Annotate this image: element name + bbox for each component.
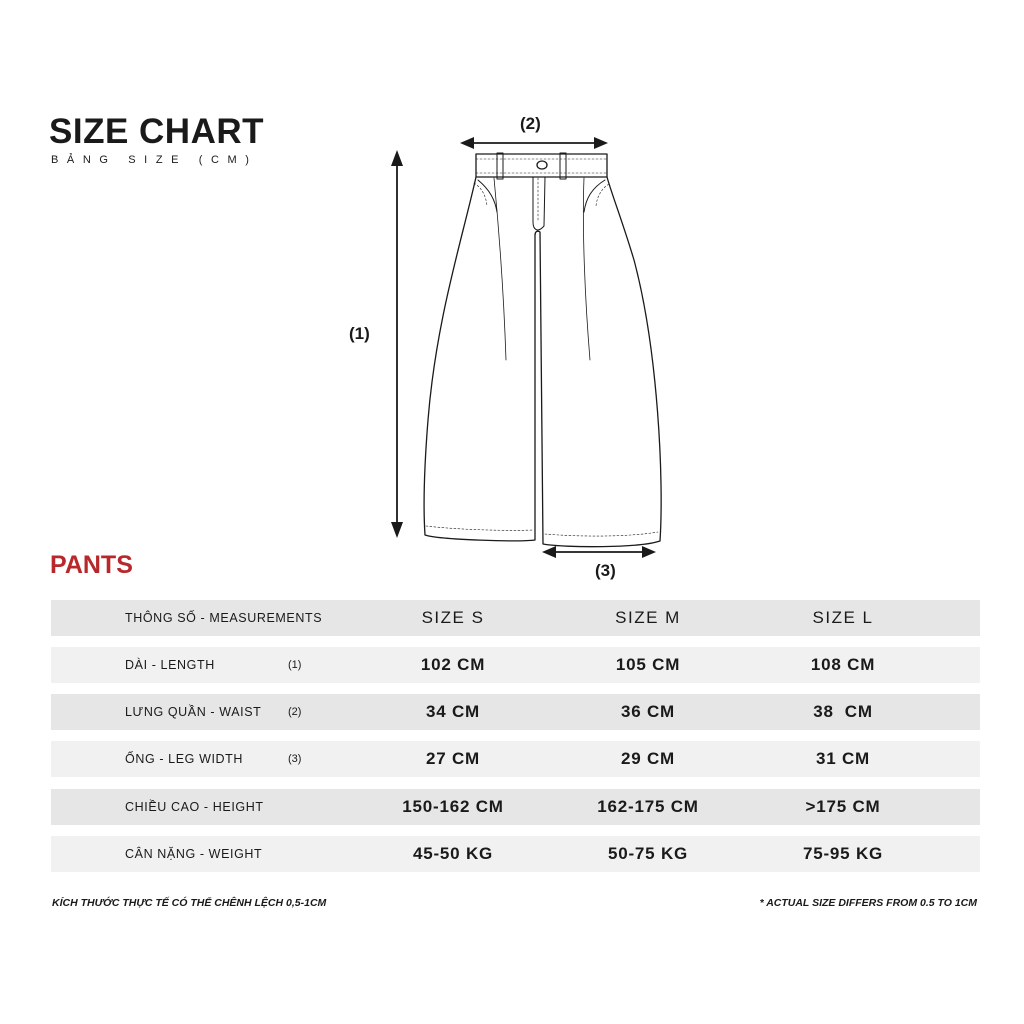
footer-note-vi: KÍCH THƯỚC THỰC TẾ CÓ THỂ CHÊNH LỆCH 0,5-1CM (52, 897, 327, 909)
value-size-m: 105 CM (615, 655, 681, 674)
pocket-right (584, 180, 605, 212)
belt-loop (560, 153, 566, 179)
row-label: DÀI - LENGTH (125, 658, 215, 672)
value-size-l: 38 CM (813, 702, 873, 721)
value-size-m: 36 CM (620, 702, 676, 721)
value-size-s: 27 CM (425, 749, 481, 768)
length-marker: (1) (349, 324, 370, 343)
pocket-left (478, 180, 497, 212)
table-row (51, 741, 980, 777)
waist-arrow (460, 137, 608, 149)
row-label: CÂN NẶNG - WEIGHT (125, 847, 263, 861)
pants-waistband (476, 154, 607, 177)
leg-width-arrow (542, 546, 656, 558)
row-label: LƯNG QUẦN - WAIST (125, 705, 262, 719)
pleat-right (583, 178, 590, 360)
header-size-s: SIZE S (421, 608, 485, 627)
table-row (51, 647, 980, 683)
waist-marker: (2) (520, 114, 541, 133)
value-size-l: 108 CM (810, 655, 876, 674)
value-size-s: 45-50 KG (412, 844, 494, 863)
table-row (51, 836, 980, 872)
page-title: SIZE CHART (49, 112, 264, 151)
table-header-row (51, 600, 980, 636)
row-code: (1) (288, 659, 302, 671)
leg-width-marker: (3) (595, 561, 616, 580)
waist-button (537, 161, 547, 169)
table-row (51, 694, 980, 730)
value-size-l: 75-95 KG (802, 844, 884, 863)
value-size-m: 162-175 CM (597, 797, 699, 816)
page-subtitle: BẢNG SIZE (CM) (51, 154, 258, 166)
row-code: (2) (288, 706, 302, 718)
length-arrow (391, 150, 403, 538)
table-row (51, 789, 980, 825)
header-size-m: SIZE M (615, 608, 681, 627)
pants-fly (533, 177, 545, 230)
value-size-l: 31 CM (815, 749, 871, 768)
value-size-s: 102 CM (420, 655, 486, 674)
footer-note-en: * ACTUAL SIZE DIFFERS FROM 0.5 TO 1CM (759, 897, 977, 909)
value-size-s: 150-162 CM (402, 797, 504, 816)
belt-loop (497, 153, 503, 179)
row-code: (3) (288, 753, 302, 765)
value-size-m: 50-75 KG (607, 844, 689, 863)
value-size-l: >175 CM (805, 797, 881, 816)
section-title: PANTS (50, 551, 133, 579)
value-size-m: 29 CM (620, 749, 676, 768)
header-label: THÔNG SỐ - MEASUREMENTS (125, 611, 323, 625)
header-size-l: SIZE L (812, 608, 874, 627)
row-label: CHIỀU CAO - HEIGHT (125, 800, 264, 814)
pants-outline (424, 177, 661, 547)
value-size-s: 34 CM (425, 702, 481, 721)
row-label: ỐNG - LEG WIDTH (125, 752, 244, 766)
